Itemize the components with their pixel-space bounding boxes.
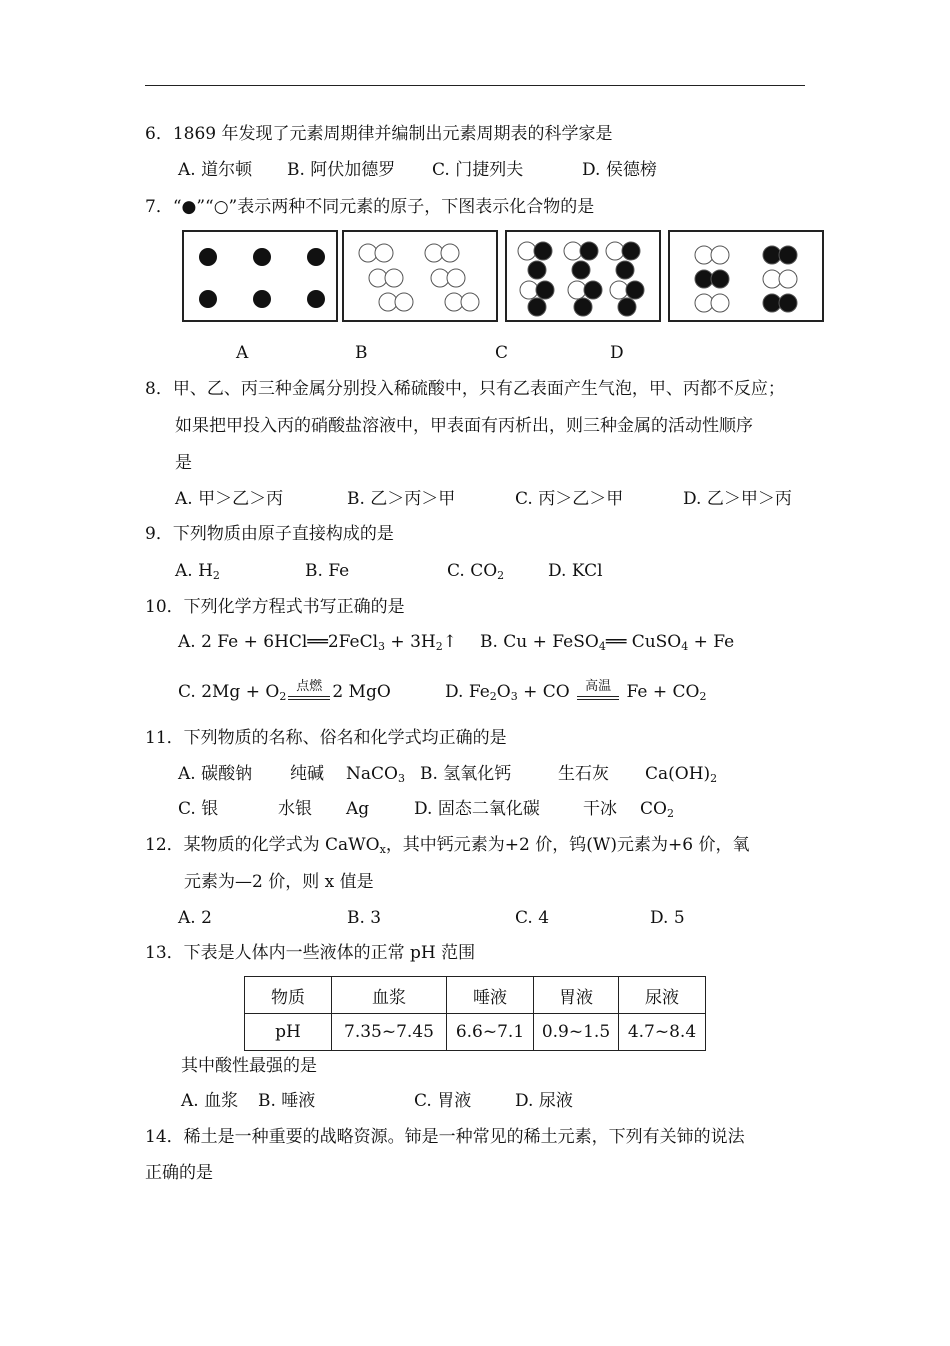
q9-option-d: D. KCl	[548, 561, 603, 581]
q11-option-b-formula: $Ca(OH)_2$	[645, 764, 718, 785]
q11-option-c-formula: Ag	[346, 799, 370, 819]
question-6-stem: 6．1869 年发现了元素周期律并编制出元素周期表的科学家是	[145, 124, 613, 144]
q12-option-a: A. 2	[178, 908, 212, 928]
q11-option-b-common: 生石灰	[558, 764, 609, 784]
q8-option-d: D. 乙＞甲＞丙	[683, 489, 792, 509]
question-8-line2: 如果把甲投入丙的硝酸盐溶液中，甲表面有丙析出，则三种金属的活动性顺序	[175, 416, 753, 436]
reaction-condition-high-temp: 高温	[575, 682, 621, 704]
black-atom	[199, 290, 217, 308]
q10-option-c: C. $2Mg + O_2$ 点燃 2 MgO	[178, 678, 391, 703]
question-13-question: 其中酸性最强的是	[181, 1056, 317, 1076]
reaction-condition-ignite: 点燃	[286, 682, 332, 704]
ph-table-row	[245, 1014, 706, 1051]
question-14-line1: 14．稀土是一种重要的战略资源。铈是一种常见的稀土元素，下列有关铈的说法	[145, 1127, 745, 1147]
q11-option-c-label: C. 银	[178, 799, 219, 819]
table-cell: 0.9~1.5	[534, 1014, 619, 1051]
q6-option-c: C. 门捷列夫	[432, 160, 524, 180]
q9-option-c: C. $CO_2$	[447, 561, 505, 582]
q11-option-d-label: D. 固态二氧化碳	[414, 799, 540, 819]
question-12-line2: 元素为—2 价，则 x 值是	[184, 872, 374, 892]
black-atom	[307, 248, 325, 266]
diagram-c-atoms	[507, 232, 659, 320]
question-14-line2: 正确的是	[145, 1163, 213, 1183]
q6-option-a: A. 道尔顿	[178, 160, 253, 180]
question-12-line1: 12．某物质的化学式为 CaWO$_x$，其中钙元素为+2 价，钨(W)元素为+6 价，氧	[145, 835, 750, 856]
diagram-c	[505, 230, 661, 322]
q13-option-b: B. 唾液	[258, 1091, 316, 1111]
q13-option-c: C. 胃液	[414, 1091, 472, 1111]
q13-option-d: D. 尿液	[515, 1091, 573, 1111]
table-cell: 4.7~8.4	[619, 1014, 706, 1051]
q12-option-c: C. 4	[515, 908, 550, 928]
q10-option-b: B. Cu + FeSO$_4$══ CuSO$_4$ + Fe	[480, 632, 735, 653]
question-8-line3: 是	[175, 453, 192, 473]
q9-option-b: B. Fe	[305, 561, 350, 581]
q8-option-b: B. 乙＞丙＞甲	[347, 489, 456, 509]
question-8-line1: 8．甲、乙、丙三种金属分别投入稀硫酸中，只有乙表面产生气泡，甲、丙都不反应；	[145, 379, 785, 399]
diagram-d	[668, 230, 824, 322]
q11-option-b-label: B. 氢氧化钙	[420, 764, 512, 784]
diagram-b	[342, 230, 498, 322]
question-7-stem: 7．“●”“○”表示两种不同元素的原子，下图表示化合物的是	[145, 197, 595, 217]
diagram-label-b: B	[355, 343, 368, 363]
table-header-cell: 尿液	[619, 977, 706, 1014]
q13-option-a: A. 血浆	[181, 1091, 239, 1111]
diagram-label-d: D	[610, 343, 624, 363]
question-10-stem: 10．下列化学方程式书写正确的是	[145, 597, 405, 617]
diagram-a	[182, 230, 338, 322]
diagram-label-a: A	[236, 343, 249, 363]
table-cell: 6.6~7.1	[447, 1014, 534, 1051]
ph-table	[244, 976, 706, 1051]
q11-option-a-formula: NaCO$_3$	[346, 764, 405, 785]
diagram-b-atoms	[344, 232, 496, 320]
q11-option-d-common: 干冰	[583, 799, 617, 819]
question-13-stem: 13．下表是人体内一些液体的正常 pH 范围	[145, 943, 476, 963]
q10-option-a: A. 2 Fe + 6HCl══2FeCl$_3$ + $3H_2↑$	[178, 632, 457, 653]
table-header-cell: 唾液	[447, 977, 534, 1014]
q11-option-c-common: 水银	[278, 799, 312, 819]
q6-option-d: D. 侯德榜	[582, 160, 657, 180]
q11-option-a-label: A. 碳酸钠	[178, 764, 253, 784]
table-header-cell: 物质	[245, 977, 332, 1014]
table-header-cell: 胃液	[534, 977, 619, 1014]
black-atom	[253, 290, 271, 308]
q12-option-b: B. 3	[347, 908, 382, 928]
q8-option-a: A. 甲＞乙＞丙	[175, 489, 284, 509]
question-11-stem: 11．下列物质的名称、俗名和化学式均正确的是	[145, 728, 507, 748]
q8-option-c: C. 丙＞乙＞甲	[515, 489, 624, 509]
q11-option-a-common: 纯碱	[290, 764, 324, 784]
table-cell: pH	[245, 1014, 332, 1051]
header-rule	[145, 85, 805, 86]
q9-option-a: A. $H_2$	[175, 561, 220, 582]
table-cell: 7.35~7.45	[332, 1014, 447, 1051]
q10-option-d: D. $Fe_2O_3$ + CO 高温 $Fe + CO_2$	[445, 678, 707, 703]
diagram-d-atoms	[670, 232, 822, 320]
black-atom	[199, 248, 217, 266]
black-atom	[307, 290, 325, 308]
black-atom	[253, 248, 271, 266]
q6-option-b: B. 阿伏加德罗	[287, 160, 396, 180]
question-9-stem: 9．下列物质由原子直接构成的是	[145, 524, 394, 544]
q11-option-d-formula: $CO_2$	[640, 799, 674, 820]
diagram-label-c: C	[495, 343, 509, 363]
diagram-a-atoms	[184, 232, 336, 320]
q12-option-d: D. 5	[650, 908, 685, 928]
table-header-cell: 血浆	[332, 977, 447, 1014]
ph-table-header-row	[245, 977, 706, 1014]
